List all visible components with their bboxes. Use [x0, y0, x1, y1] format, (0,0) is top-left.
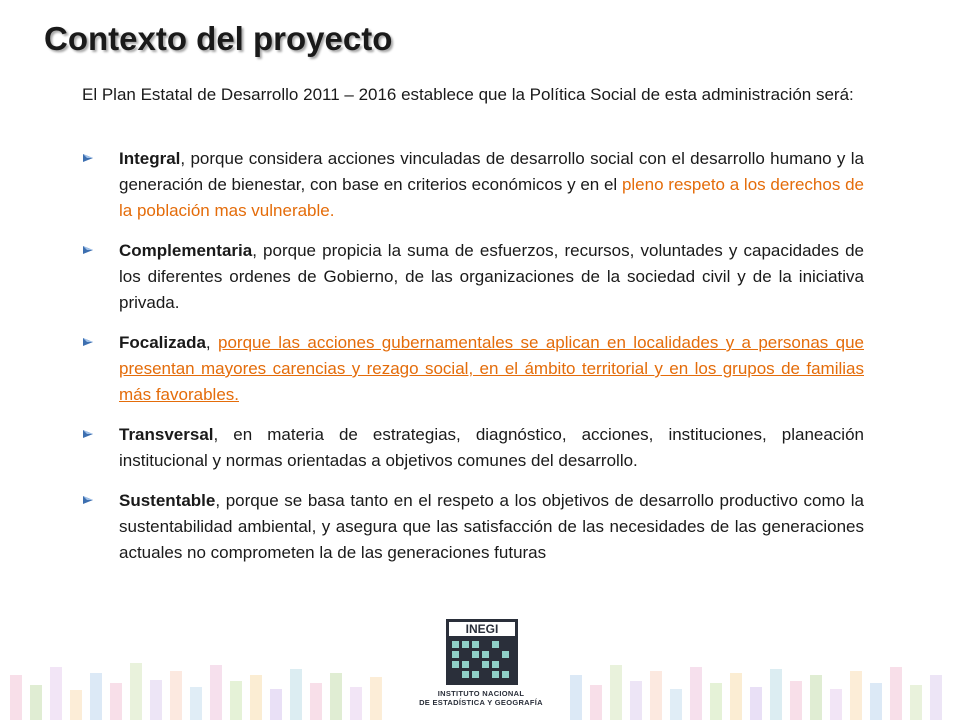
bullet-term: Transversal — [119, 425, 214, 444]
bullet-icon — [82, 244, 94, 256]
bullet-icon — [82, 428, 94, 440]
inegi-logo — [406, 617, 556, 715]
bullet-text: , en materia de estrategias, diagnóstico, acciones, instituciones, planeación institucional y normas orientadas a objetivos comunes del desarrollo. — [119, 425, 864, 470]
page-title: Contexto del proyecto — [44, 20, 393, 57]
bullet-item-focalizada — [82, 330, 864, 408]
bullet-highlight: pleno respeto a los derechos de la población mas vulnerable. — [119, 175, 864, 220]
bullet-highlight-link[interactable]: porque las acciones gubernamentales se aplican en localidades y a personas que presentan mayores carencias y rezago social, en el ámbito territorial y en los grupos de familias más favorables. — [119, 333, 864, 404]
bullet-icon — [82, 494, 94, 506]
bullet-icon — [82, 336, 94, 348]
bullet-term: Complementaria — [119, 241, 253, 260]
intro-paragraph: El Plan Estatal de Desarrollo 2011 – 2016 establece que la Política Social de esta administración será: — [82, 85, 854, 104]
bullet-item-complementaria — [82, 238, 864, 316]
inegi-logo-mark — [446, 619, 518, 685]
logo-caption-line1: INSTITUTO NACIONAL — [437, 689, 525, 698]
bullet-text: , porque propicia la suma de esfuerzos, recursos, voluntades y capacidades de los diferentes ordenes de Gobierno, de las organizaciones de la sociedad civil y de la iniciativa privada. — [119, 241, 864, 312]
logo-caption — [406, 689, 556, 707]
bullet-icon — [82, 152, 94, 164]
bullet-term: Focalizada — [119, 333, 206, 352]
bullet-text: , — [205, 333, 218, 352]
bullet-item-transversal — [82, 422, 864, 474]
bullet-item-sustentable — [82, 488, 864, 566]
bullet-list — [82, 146, 864, 580]
logo-wordmark: INEGI — [465, 622, 499, 636]
logo-caption-line2: DE ESTADÍSTICA Y GEOGRAFÍA — [419, 698, 543, 707]
bullet-term: Integral — [119, 149, 181, 168]
bullet-text: , porque se basa tanto en el respeto a los objetivos de desarrollo productivo como la sustentabilidad ambiental, y asegura que las satisfacción de las necesidades de las generaciones actuales no comprometen la de las generaciones futuras — [119, 491, 864, 562]
bullet-item-integral — [82, 146, 864, 224]
bullet-term: Sustentable — [119, 491, 216, 510]
bullet-text: , porque considera acciones vinculadas de desarrollo social con el desarrollo humano y la generación de bienestar, con base en criterios económicos y en el — [119, 149, 864, 194]
